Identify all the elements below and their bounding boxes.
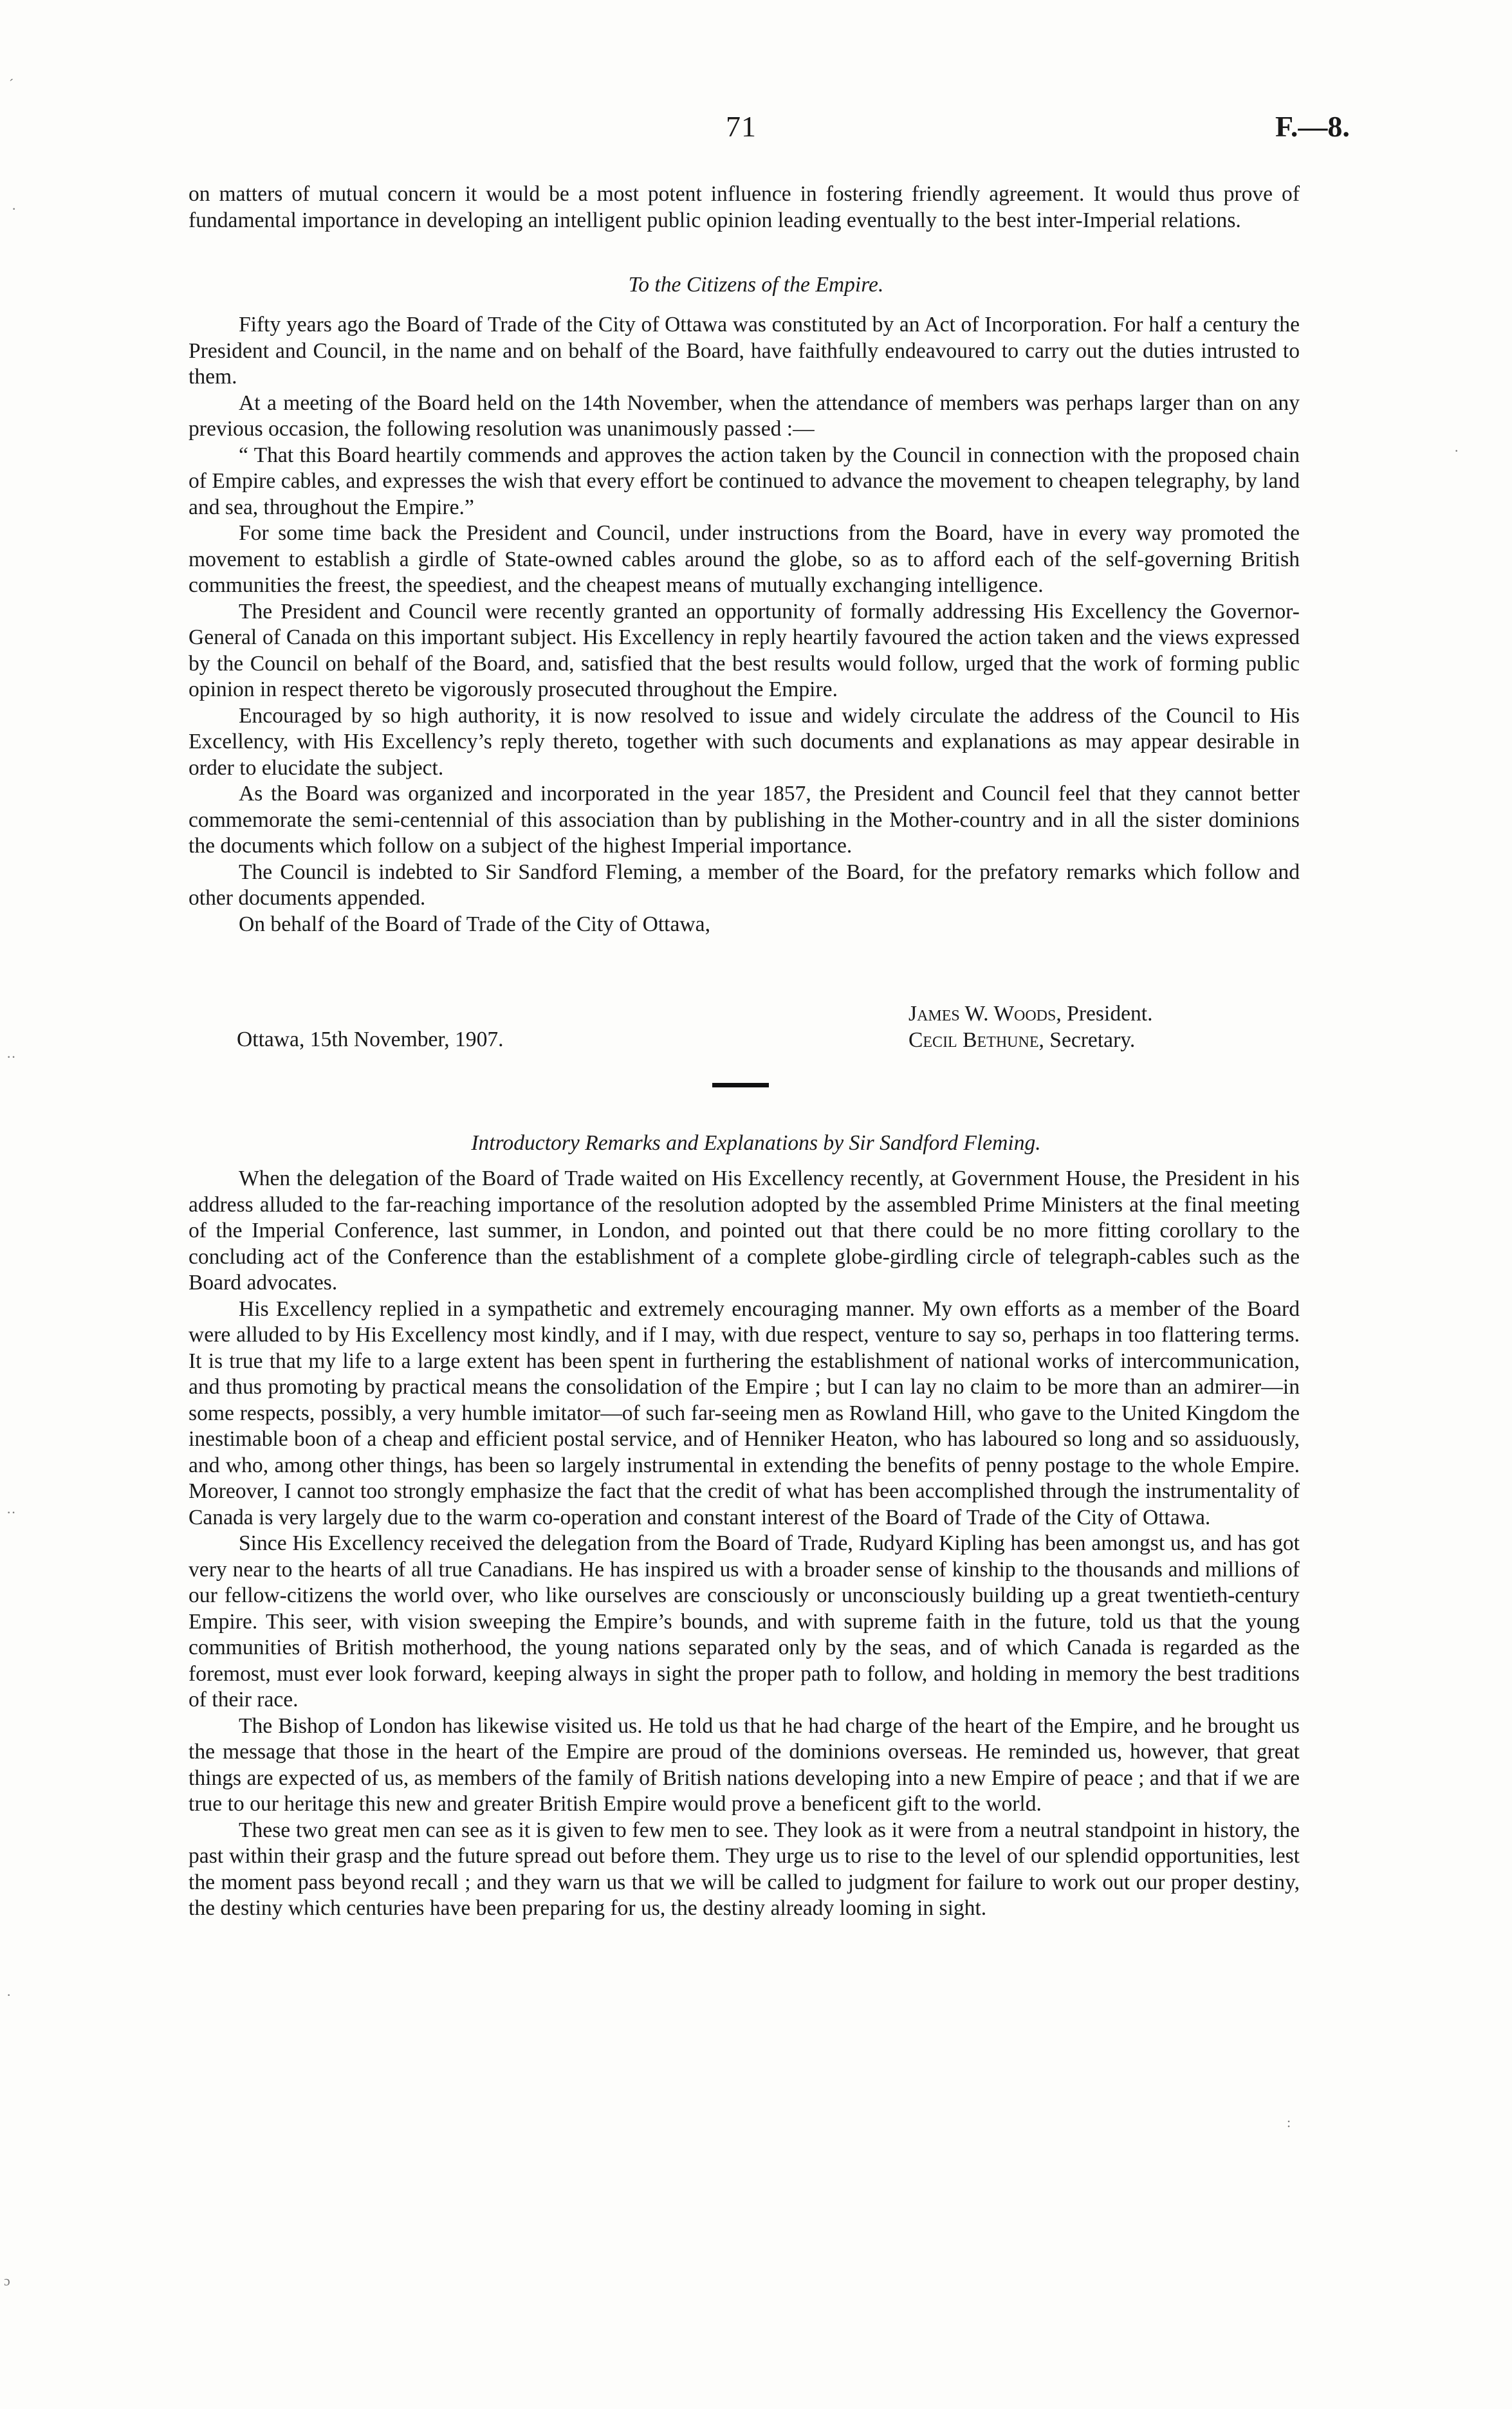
paragraph: When the delegation of the Board of Trade waited on His Excellency recently, at Government House, the President in his address alluded to the far-reaching importance of the resolution adopted by the assembled Prime Ministers at the final meeting of the Imperial Conference, last summer, in London, and pointed out that there could be no more fitting corollary to the concluding act of the Conference than the establishment of a complete globe-girdling circle of telegraph-cables such as the Board advocates. (189, 1167, 1300, 1295)
page-number: 71 (726, 110, 757, 143)
paragraph: His Excellency replied in a sympathetic and extremely encouraging manner. My own efforts as a member of the Board were alluded to by His Excellency most kindly, and if I may, with due respect, venture to say so, perhaps in too flattering terms. It is true that my life to a large extent has been spent in furthering the establishment of national works of intercommunication, and thus promoting by practical means the consolidation of the Empire ; but I can lay no claim to be more than an admirer—in some respects, possibly, a very humble imitator—of such far-seeing men as Rowland Hill, who gave to the United Kingdom the inestimable boon of a cheap and efficient postal service, and of Henniker Heaton, who has laboured so long and so assiduously, and who, among other things, has been so largely instrumental in extending the benefits of penny postage to the whole Empire. Moreover, I cannot too strongly emphasize the fact that the credit of what has been accomplished through the instrumentality of Canada is very largely due to the warm co-operation and constant interest of the Board of Trade of the City of Ottawa. (189, 1297, 1300, 1529)
paragraph: On behalf of the Board of Trade of the City of Ottawa, (239, 912, 710, 936)
paragraph: For some time back the President and Council, under instructions from the Board, have in every way promoted the movement to establish a girdle of State-owned cables around the globe, so as to afford each of the self-governing British communities the freest, the speediest, and the cheapest means of mutually exchanging intelligence. (189, 521, 1300, 597)
signatory-name: Cecil Bethune (908, 1028, 1039, 1052)
introductory-remarks-body (189, 1166, 1300, 1922)
margin-speck: · (6, 1987, 12, 2003)
margin-speck: · (1454, 443, 1459, 459)
signature-secretary (908, 1028, 1135, 1054)
margin-speck: ·· (6, 1504, 16, 1520)
paragraph: Fifty years ago the Board of Trade of the City of Ottawa was constituted by an Act of Incorporation. For half a century the President and Council, in the name and on behalf of the Board, have faithfully endeavoured to carry out the duties intrusted to them. (189, 313, 1300, 389)
paragraph: The President and Council were recently granted an opportunity of formally addressing His Excellency the Governor-General of Canada on this important subject. His Excellency in reply heartily favoured the action taken and the views expressed by the Council on behalf of the Board, and, satisfied that the best results would follow, urged that the work of forming public opinion in respect thereto be vigorously prosecuted throughout the Empire. (189, 599, 1300, 701)
place-date: Ottawa, 15th November, 1907. (237, 1028, 504, 1051)
document-reference: F.—8. (1275, 110, 1350, 143)
signature-president (908, 1001, 1153, 1028)
margin-speck: : (1287, 2114, 1291, 2130)
section-divider (712, 1083, 769, 1087)
paragraph: Encouraged by so high authority, it is now resolved to issue and widely circulate the address of the Council to His Excellency, with His Excellency’s reply thereto, together with such documents and explanations as may appear desirable in order to elucidate the subject. (189, 703, 1300, 780)
continued-paragraph (189, 181, 1300, 234)
paragraph: These two great men can see as it is given to few men to see. They look as it were from a neutral standpoint in history, the past within their grasp and the future spread out before them. They urge us to rise to the level of our splendid opportunities, lest the moment pass beyond recall ; and they warn us that we will be called to judgment for failure to work out our proper destiny, the destiny which centuries have been preparing for us, the destiny already looming in sight. (189, 1818, 1300, 1920)
margin-speck: ´ (9, 76, 14, 92)
paragraph: The Council is indebted to Sir Sandford Fleming, a member of the Board, for the prefatory remarks which follow and other documents appended. (189, 860, 1300, 910)
margin-speck: · (12, 201, 17, 217)
section-heading: Introductory Remarks and Explanations by Sir Sandford Fleming. (471, 1131, 1041, 1155)
page-header (0, 109, 1512, 161)
resolution-quote: “ That this Board heartily commends and approves the action taken by the Council in connection with the proposed chain of Empire cables, and expresses the wish that every effort be continued to advance the movement to cheapen telegraphy, by land and sea, throughout the Empire.” (189, 443, 1300, 519)
paragraph: As the Board was organized and incorporated in the year 1857, the President and Council feel that they cannot better commemorate the semi-centennial of this association than by publishing in the Mother-country and in all the sister dominions the documents which follow on a subject of the highest Imperial importance. (189, 782, 1300, 858)
margin-speck: ·· (6, 1049, 16, 1065)
paragraph: At a meeting of the Board held on the 14th November, when the attendance of members was perhaps larger than on any previous occasion, the following resolution was unanimously passed :— (189, 391, 1300, 441)
paragraph: Since His Excellency received the delegation from the Board of Trade, Rudyard Kipling has been amongst us, and has got very near to the hearts of all true Canadians. He has inspired us with a broader sense of kinship to the thousands and millions of our fellow-citizens the world over, who like ourselves are consciously or unconsciously building up a great twentieth-century Empire. This seer, with vision sweeping the Empire’s bounds, and with supreme faith in the future, told us that the young communities of British motherhood, the young nations separated only by the seas, and of which Canada is regarded as the foremost, must ever look forward, keeping always in sight the proper path to follow, and holding in memory the best traditions of their race. (189, 1531, 1300, 1712)
signatory-name: James W. Woods (908, 1002, 1056, 1026)
section-heading: To the Citizens of the Empire. (628, 273, 884, 297)
board-address-body (189, 312, 1300, 937)
paragraph: The Bishop of London has likewise visited us. He told us that he had charge of the heart of the Empire, and he brought us the message that those in the heart of the Empire are proud of the dominions overseas. He reminded us, however, that great things are expected of us, as members of the family of British nations developing into a new Empire of peace ; and that if we are true to our heritage this new and greater British Empire would prove a beneficent gift to the world. (189, 1713, 1300, 1816)
paragraph: on matters of mutual concern it would be a most potent influence in fostering friendly agreement. It would thus prove of fundamental importance in developing an intelligent public opinion leading eventually to the best inter-Imperial relations. (189, 182, 1300, 232)
margin-speck: ɔ (4, 2273, 10, 2289)
signatory-title: , President. (1056, 1002, 1153, 1026)
signatory-title: , Secretary. (1038, 1028, 1136, 1052)
